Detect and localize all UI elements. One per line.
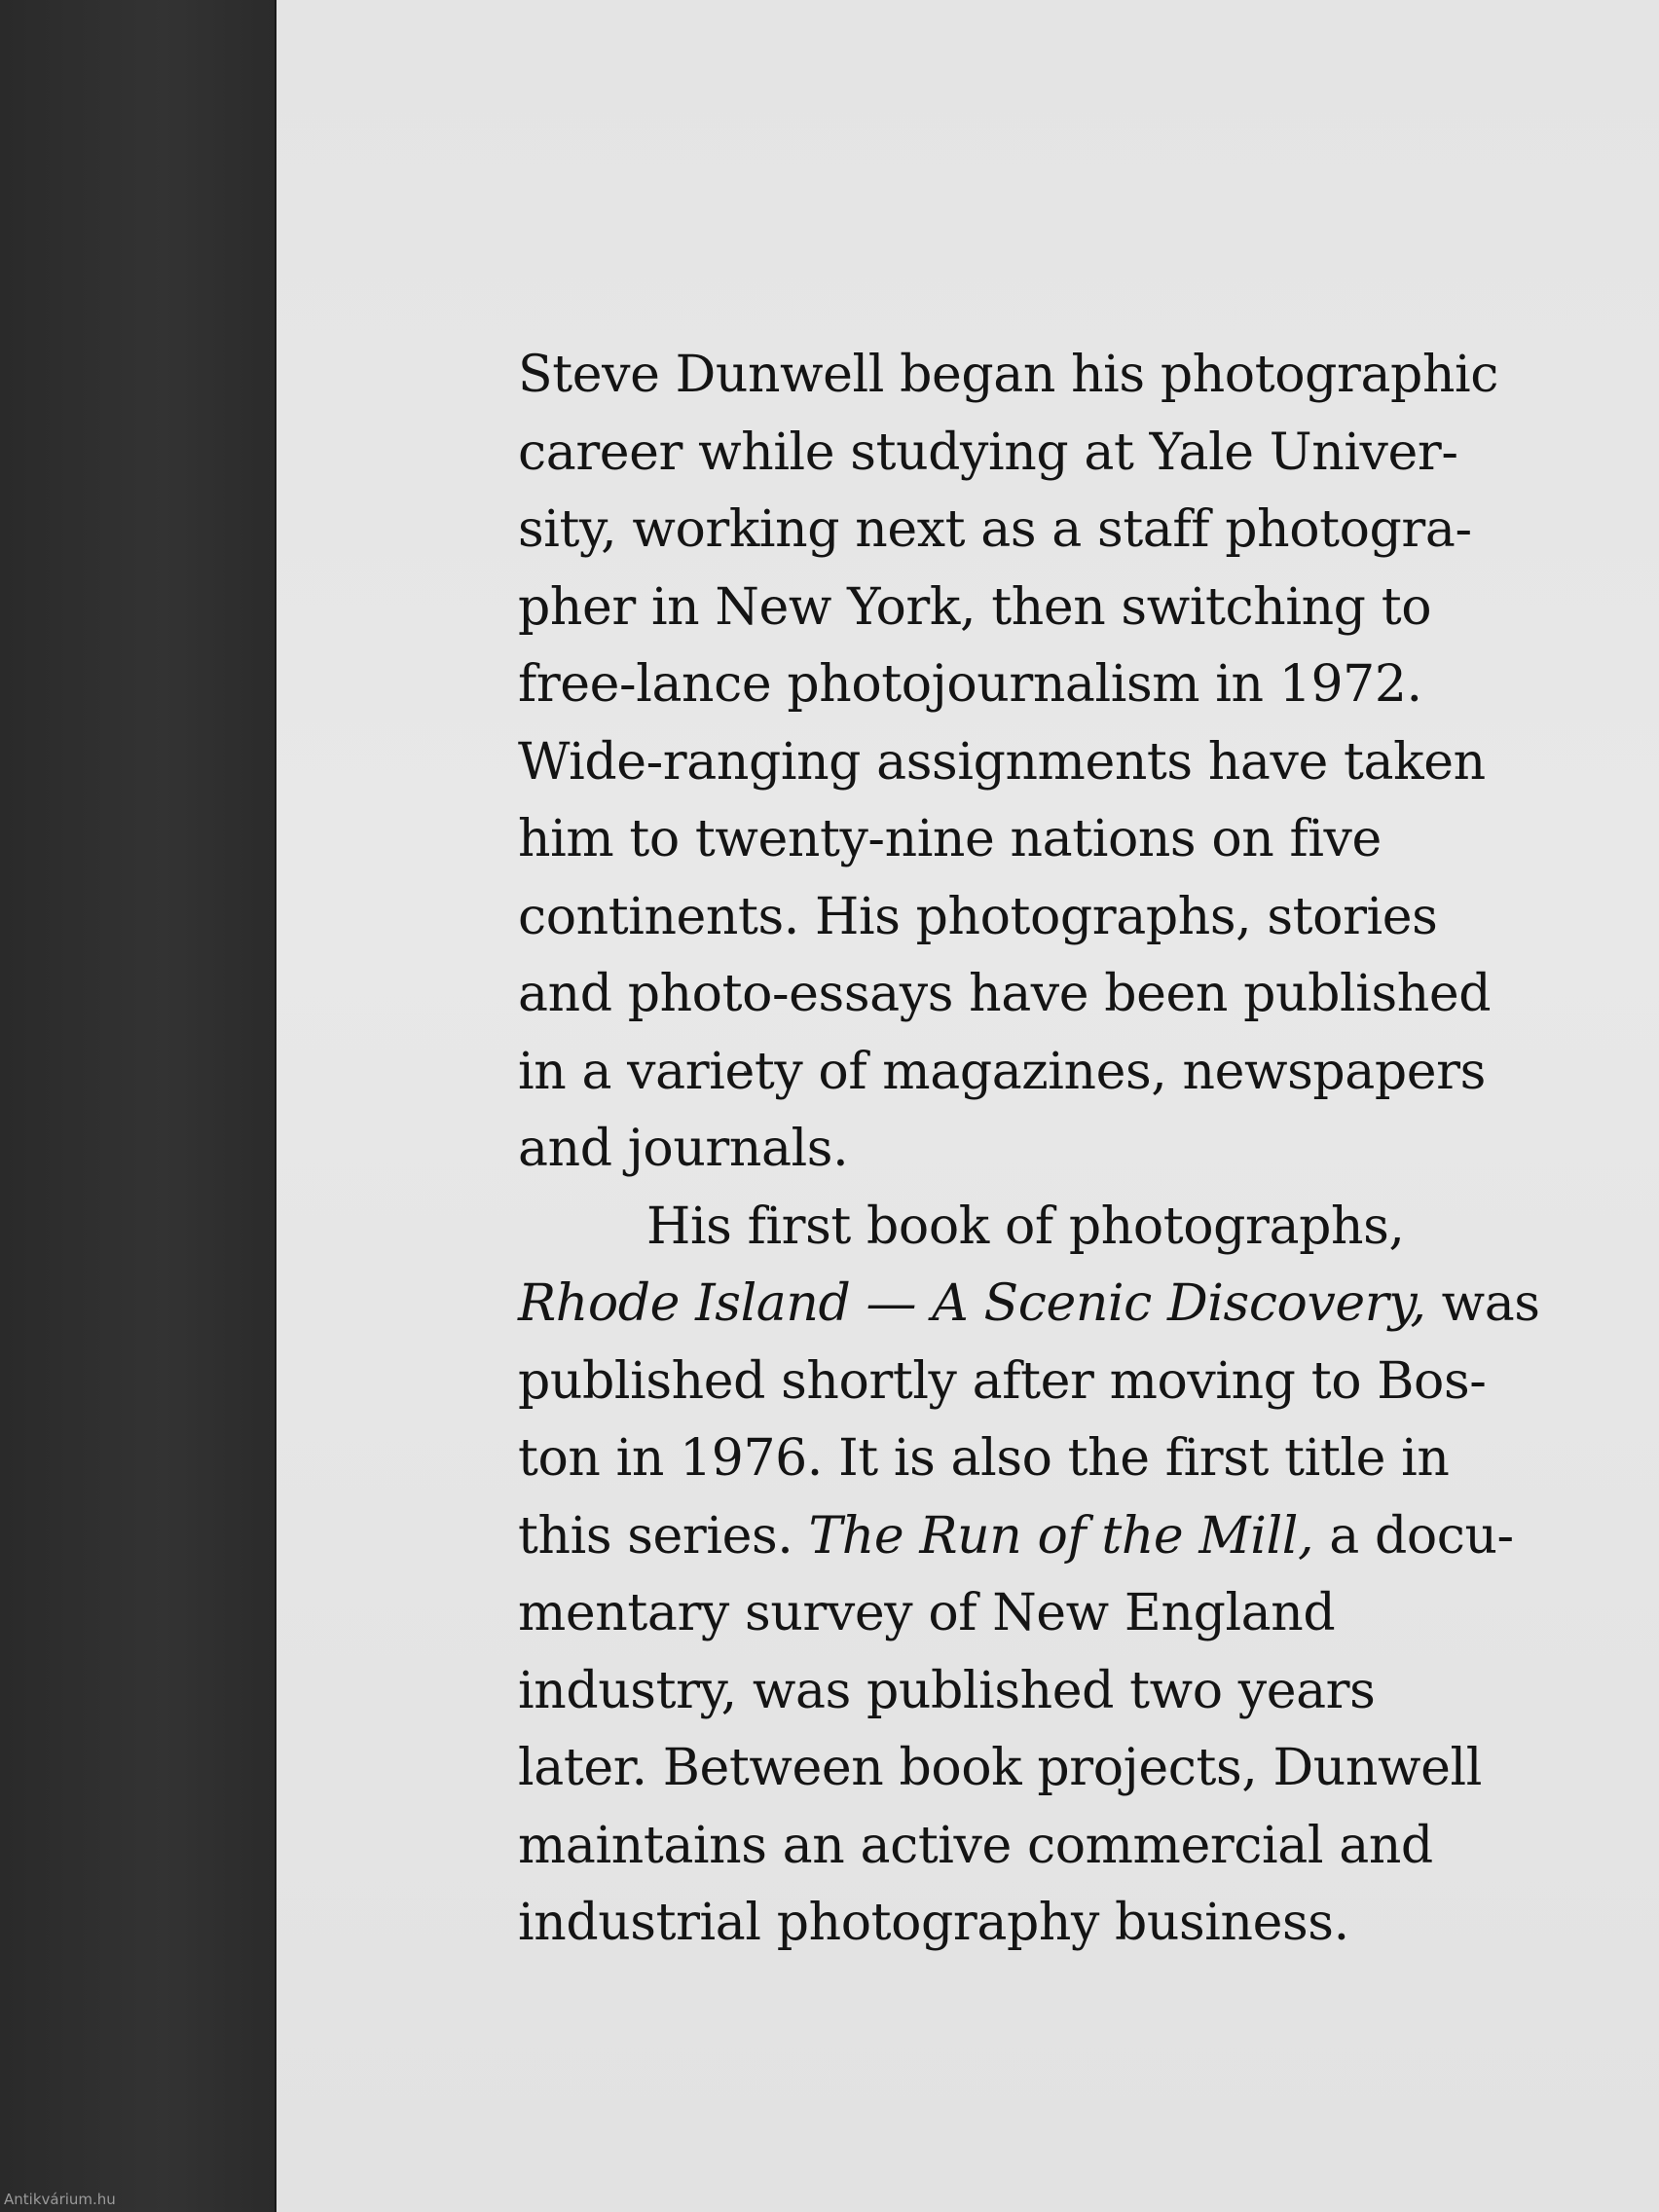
bio-line: in a variety of magazines, newspapers [518,1042,1486,1101]
bio-line [518,1266,1540,1344]
author-bio-text [518,337,1540,1963]
book-title-run-of-the-mill: The Run of the Mill, [808,1506,1314,1566]
bio-line: and journals. [518,1120,849,1178]
bio-line: sity, working next as a staff photogra- [518,500,1472,559]
bio-line: free-lance photojournalism in 1972. [518,655,1422,714]
bio-line [518,1498,1514,1576]
bio-line: industrial photography business. [518,1894,1349,1952]
bio-line: continents. His photographs, stories [518,887,1438,946]
bio-fragment: a docu- [1313,1506,1514,1566]
bio-line: ton in 1976. It is also the first title in [518,1429,1450,1488]
bio-fragment: was [1425,1274,1540,1333]
watermark-text: Antikvárium.hu [4,2191,116,2208]
bio-line: him to twenty-nine nations on five [518,810,1382,868]
bio-line: published shortly after moving to Bos- [518,1351,1487,1411]
bio-line: mentary survey of New England [518,1584,1336,1642]
book-spine [0,0,275,2212]
bio-fragment: this series. [518,1506,809,1566]
book-title-rhode-island: Rhode Island — A Scenic Discovery, [518,1274,1426,1333]
bio-line: pher in New York, then switching to [518,577,1432,637]
bio-line: and photo-essays have been published [518,965,1492,1023]
bio-line: maintains an active commercial and [518,1816,1433,1875]
bio-line: His first book of photographs, [646,1197,1405,1256]
bio-line: Steve Dunwell began his photographic [518,346,1498,404]
bio-line: industry, was published two years [518,1661,1376,1720]
bio-line: career while studying at Yale Univer- [518,423,1458,482]
bio-line: later. Between book projects, Dunwell [518,1739,1482,1797]
bio-line: Wide-ranging assignments have taken [518,732,1486,792]
